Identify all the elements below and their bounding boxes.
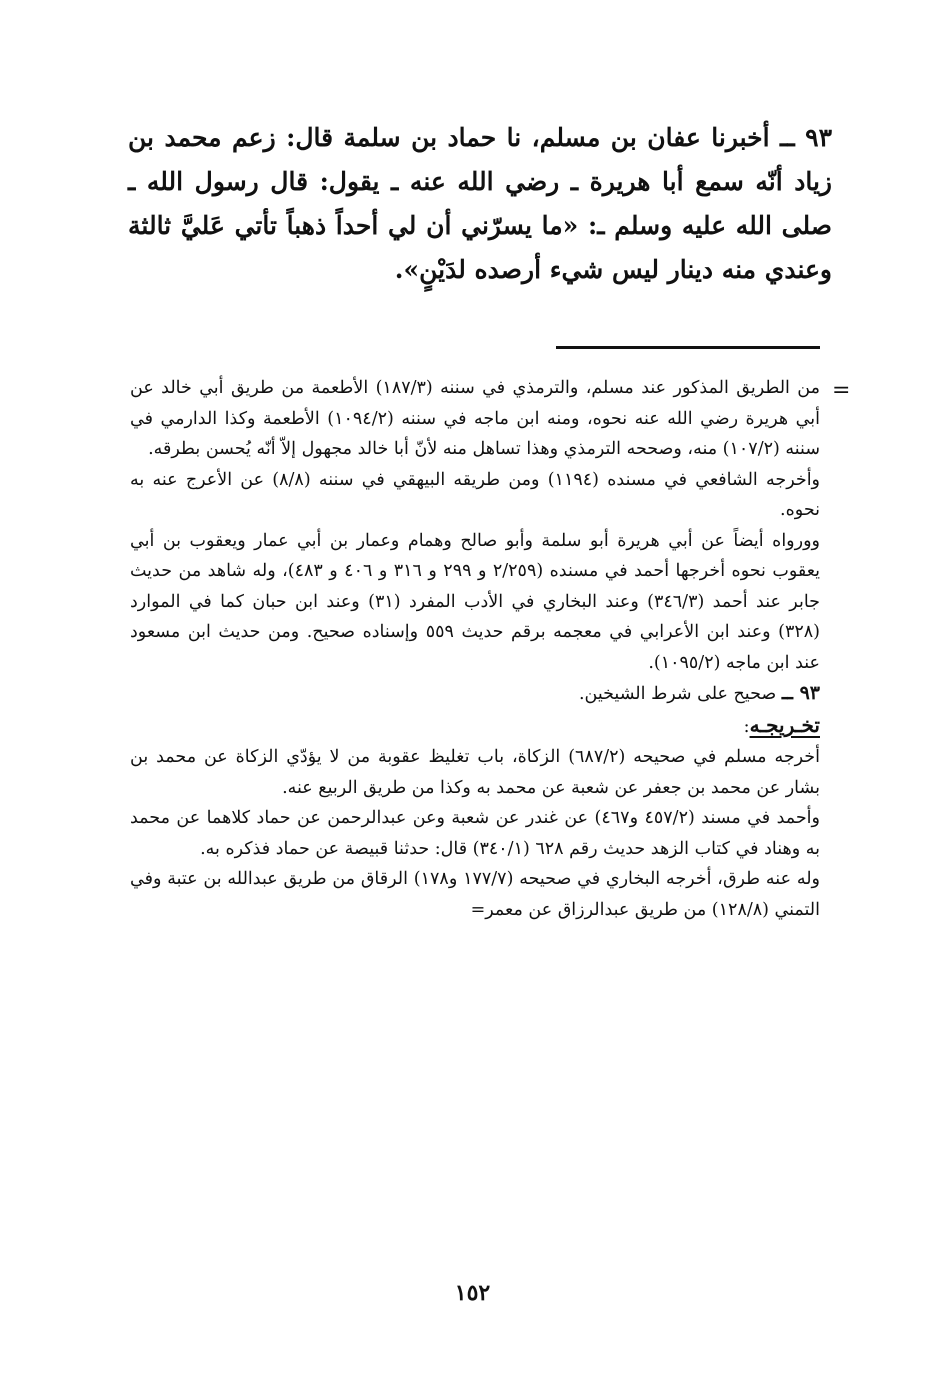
takhrij-paragraph: وله عنه طرق، أخرجه البخاري في صحيحه (١٧٧/٧ و١٧٨) الرقاق من طريق عبدالله بن عتبة وفي التمني (١٢٨/٨) من طريق عبدالرزاق عن معمر= <box>130 869 820 920</box>
takhrij-heading-line <box>130 710 820 743</box>
takhrij-paragraph: أخرجه مسلم في صحيحه (٦٨٧/٢) الزكاة، باب تغليظ عقوبة من لا يؤدّي الزكاة عن محمد بن بشار عن محمد بن جعفر عن شعبة عن محمد به وكذا من طريق الربيع عنه. <box>130 747 820 798</box>
grading-line <box>130 678 820 710</box>
footnotes-section <box>130 373 820 925</box>
footnote-paragraph: وأخرجه الشافعي في مسنده (١١٩٤) ومن طريقه البيهقي في سننه (٨/٨) عن الأعرج عنه به نحوه. <box>130 469 821 520</box>
takhrij-heading: تخـريجـه <box>749 712 820 737</box>
continuation-mark: = <box>832 378 851 403</box>
takhrij-colon: : <box>743 716 750 737</box>
footnote-paragraph: من الطريق المذكور عند مسلم، والترمذي في سننه (١٨٧/٣) الأطعمة من طريق أبي خالد عن أبي هريرة رضي الله عنه نحوه، ومنه ابن ماجه في سننه (١٠٩٤/٢) الأطعمة وكذا الدارمي في سننه (١٠٧/٢) منه، وصححه الترمذي وهذا تساهل منه لأنّ أبا خالد مجهول إلاّ أنّه يُحسن بطرقه. <box>130 378 820 459</box>
hadith-text: ٩٣ ــ أخبرنا عفان بن مسلم، نا حماد بن سلمة قال: زعم محمد بن زياد أنّه سمع أبا هريرة ـ رضي الله عنه ـ يقول: قال رسول الله ـ صلى الله عليه وسلم ـ: «ما يسرّني أن لي أحداً ذهباً تأتي عَليَّ ثالثة وعندي منه دينار ليس شيء أرصده لدَيْنٍ». <box>128 123 832 284</box>
footnote-separator-line <box>556 346 820 349</box>
footnote-number: ٩٣ ــ <box>781 682 820 704</box>
grading-text: صحيح على شرط الشيخين. <box>578 684 777 704</box>
page-number: ١٥٢ <box>454 1280 491 1306</box>
footnote-paragraph: وورواه أيضاً عن أبي هريرة أبو سلمة وأبو صالح وهمام وعمار بن أبي عمار ويعقوب بن أبي يعقوب نحوه أخرجها أحمد في مسنده (٢/٢٥٩ و ٢٩٩ و ٣١٦ و ٤٠٦ و ٤٨٣)، وله شاهد من حديث جابر عند أحمد (٣٤٦/٣) وعند البخاري في الأدب المفرد (٣١) وعند ابن حبان كما في الموارد (٣٢٨) وعند ابن الأعرابي في معجمه برقم حديث ٥٥٩ وإسناده صحيح. ومن حديث ابن مسعود عند ابن ماجه (١٠٩٥/٢). <box>130 530 821 673</box>
takhrij-paragraph: وأحمد في مسند (٤٥٧/٢ و٤٦٧) عن غندر عن شعبة وعن عبدالرحمن عن حماد كلاهما عن محمد به وهناد في كتاب الزهد حديث رقم ٦٢٨ (٣٤٠/١) قال: حدثنا قبيصة عن حماد فذكره به. <box>130 808 820 859</box>
